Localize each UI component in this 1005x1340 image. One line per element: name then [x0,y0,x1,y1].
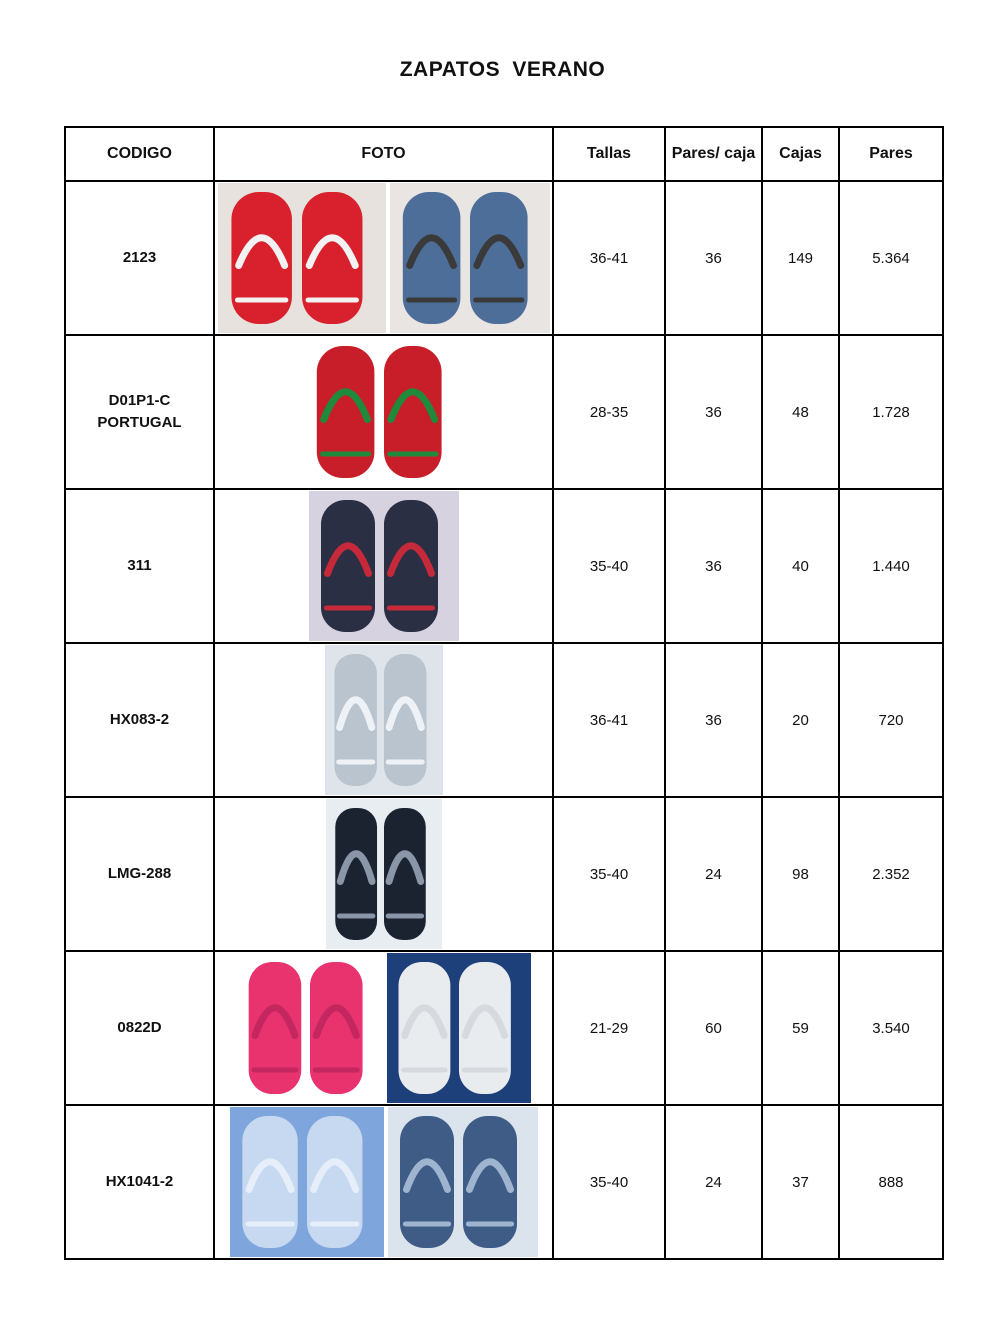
cell-codigo [65,797,214,951]
cell-foto [214,1105,553,1259]
codigo-text: D01P1-C PORTUGAL [97,392,182,431]
photo-group [215,336,552,488]
cell-foto [214,335,553,489]
table-row [65,951,943,1105]
shoes-table [64,126,944,1260]
cell-codigo [65,489,214,643]
cell-codigo [65,643,214,797]
clear-flat-shoe-photo-icon [325,645,443,795]
cell-codigo [65,335,214,489]
cell-tallas: 36-41 [553,643,665,797]
header-cajas: Cajas [762,127,839,181]
codigo-text: 2123 [122,249,157,266]
table-row [65,1105,943,1259]
header-tallas: Tallas [553,127,665,181]
cell-foto [214,489,553,643]
cell-foto [214,643,553,797]
cell-cajas: 149 [762,181,839,335]
cell-tallas: 36-41 [553,181,665,335]
cell-pares: 888 [839,1105,943,1259]
cell-pares: 5.364 [839,181,943,335]
photo-group [215,644,552,796]
cell-pares-caja: 36 [665,181,762,335]
cell-pares-caja: 36 [665,643,762,797]
cell-pares-caja: 36 [665,335,762,489]
cell-pares: 1.728 [839,335,943,489]
cell-pares: 1.440 [839,489,943,643]
cell-pares: 2.352 [839,797,943,951]
table-row [65,489,943,643]
codigo-text: 0822D [117,1019,162,1036]
header-foto: FOTO [214,127,553,181]
cell-cajas: 37 [762,1105,839,1259]
header-pares: Pares [839,127,943,181]
page-title: ZAPATOS VERANO [399,58,606,81]
jelly-flower-shoe-photo-icon [309,491,459,641]
header-pares-caja: Pares/ caja [665,127,762,181]
cell-cajas: 48 [762,335,839,489]
photo-group [215,952,552,1104]
pink-sandal-photo-icon [237,953,383,1103]
table-row [65,335,943,489]
codigo-text: HX1041-2 [105,1173,174,1190]
codigo-text: 311 [127,557,152,574]
cell-cajas: 98 [762,797,839,951]
cell-codigo [65,181,214,335]
table-row [65,797,943,951]
cell-cajas: 40 [762,489,839,643]
cell-pares-caja: 24 [665,797,762,951]
cell-tallas: 28-35 [553,335,665,489]
cell-pares: 3.540 [839,951,943,1105]
cell-pares-caja: 36 [665,489,762,643]
cell-tallas: 21-29 [553,951,665,1105]
codigo-text: LMG-288 [107,865,172,882]
photo-group [215,490,552,642]
table-header-row [65,127,943,181]
cell-tallas: 35-40 [553,797,665,951]
cell-foto [214,181,553,335]
cell-foto [214,951,553,1105]
cell-pares-caja: 60 [665,951,762,1105]
cell-pares-caja: 24 [665,1105,762,1259]
cell-tallas: 35-40 [553,489,665,643]
blue-jelly-sandal-photo-icon [388,1107,538,1257]
photo-group [215,798,552,950]
blue-sandal-photo-icon [390,183,550,333]
cell-codigo [65,1105,214,1259]
clear-jelly-sandal-photo-icon [230,1107,384,1257]
cell-foto [214,797,553,951]
photo-group [215,182,552,334]
table-row [65,643,943,797]
cell-cajas: 20 [762,643,839,797]
black-jelly-sandal-photo-icon [326,799,442,949]
cell-pares: 720 [839,643,943,797]
cell-codigo [65,951,214,1105]
cell-tallas: 35-40 [553,1105,665,1259]
red-sandal-photo-icon [218,183,386,333]
photo-group [215,1106,552,1258]
portugal-flipflop-photo-icon [304,337,464,487]
cell-cajas: 59 [762,951,839,1105]
table-row [65,181,943,335]
codigo-text: HX083-2 [109,711,170,728]
header-codigo: CODIGO [65,127,214,181]
white-sandal-photo-icon [387,953,531,1103]
